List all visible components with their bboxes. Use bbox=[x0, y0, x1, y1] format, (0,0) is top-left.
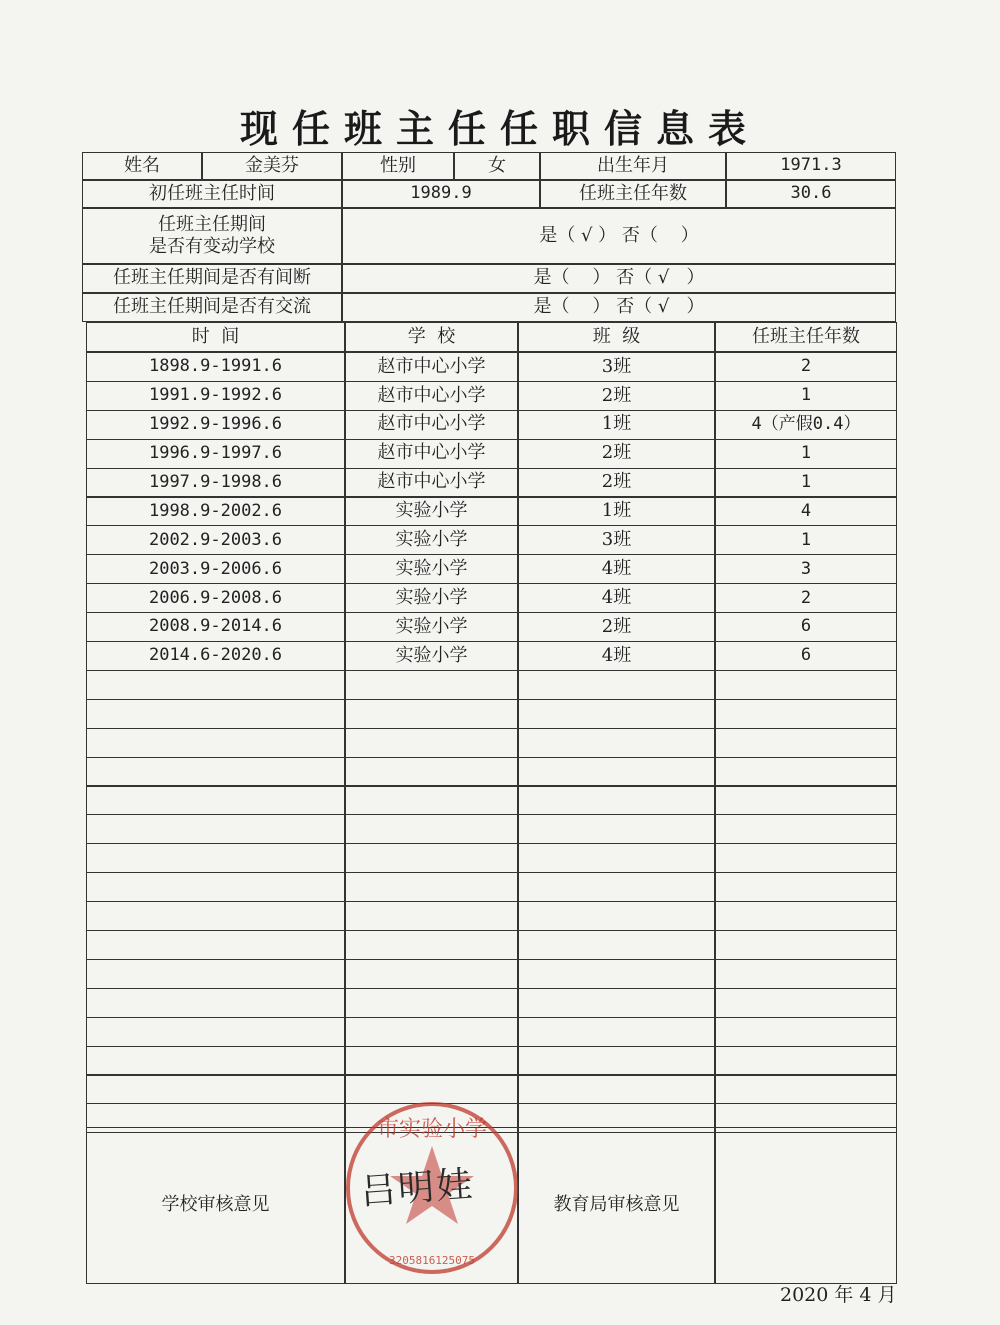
table-cell-col-school: 实验小学 bbox=[345, 641, 518, 671]
table-cell-col-time: 1991.9-1992.6 bbox=[86, 381, 345, 411]
table-cell-col-school: 赵市中心小学 bbox=[345, 439, 518, 469]
table-cell-col-time: 1998.9-2002.6 bbox=[86, 497, 345, 527]
change-school-label-line1: 任班主任期间 bbox=[158, 213, 266, 235]
table-cell-col-time: 1996.9-1997.6 bbox=[86, 439, 345, 469]
table-cell-col-school: 赵市中心小学 bbox=[345, 468, 518, 498]
table-cell-col-time: 2014.6-2020.6 bbox=[86, 641, 345, 671]
form-title: 现任班主任任职信息表 bbox=[239, 107, 760, 151]
gender-label: 性别 bbox=[342, 152, 454, 180]
table-cell-col-school: 赵市中心小学 bbox=[345, 410, 518, 440]
table-cell-col-school: 赵市中心小学 bbox=[345, 381, 518, 411]
table-cell-col-years: 1 bbox=[715, 525, 897, 555]
table-cell-col-class: 4班 bbox=[518, 554, 715, 584]
name-value: 金美芬 bbox=[202, 152, 342, 180]
empty-cell bbox=[715, 901, 897, 931]
change-school-label-line2: 是否有变动学校 bbox=[149, 236, 275, 257]
empty-cell bbox=[518, 988, 715, 1018]
table-cell-col-class: 4班 bbox=[518, 641, 715, 671]
empty-cell bbox=[345, 1017, 518, 1047]
empty-cell bbox=[518, 728, 715, 758]
change-school-label bbox=[82, 208, 342, 264]
empty-cell bbox=[518, 1046, 715, 1076]
table-cell-col-time: 2006.9-2008.6 bbox=[86, 583, 345, 613]
empty-cell bbox=[715, 930, 897, 960]
empty-cell bbox=[345, 814, 518, 844]
empty-cell bbox=[86, 814, 345, 844]
table-cell-col-time: 1997.9-1998.6 bbox=[86, 468, 345, 498]
table-cell-col-school: 实验小学 bbox=[345, 497, 518, 527]
table-cell-col-class: 2班 bbox=[518, 612, 715, 642]
table-cell-col-time: 2003.9-2006.6 bbox=[86, 554, 345, 584]
exchange-label: 任班主任期间是否有交流 bbox=[82, 293, 342, 322]
table-cell-col-school: 实验小学 bbox=[345, 612, 518, 642]
table-cell-col-years: 4（产假0.4） bbox=[715, 410, 897, 440]
table-cell-col-school: 实验小学 bbox=[345, 525, 518, 555]
table-cell-col-class: 3班 bbox=[518, 525, 715, 555]
empty-cell bbox=[715, 814, 897, 844]
stamp-text: 市实验小学 bbox=[376, 1117, 488, 1142]
table-cell-col-class: 1班 bbox=[518, 497, 715, 527]
bureau-review-label: 教育局审核意见 bbox=[518, 1127, 715, 1284]
empty-cell bbox=[345, 930, 518, 960]
table-cell-col-years: 3 bbox=[715, 554, 897, 584]
table-cell-col-years: 1 bbox=[715, 381, 897, 411]
empty-cell bbox=[86, 959, 345, 989]
table-cell-col-years: 2 bbox=[715, 352, 897, 382]
column-header-col-time: 时 间 bbox=[86, 322, 345, 352]
empty-cell bbox=[715, 843, 897, 873]
interrupt-label: 任班主任期间是否有间断 bbox=[82, 264, 342, 293]
empty-cell bbox=[518, 959, 715, 989]
empty-cell bbox=[86, 901, 345, 931]
empty-cell bbox=[345, 786, 518, 816]
table-cell-col-class: 2班 bbox=[518, 381, 715, 411]
empty-cell bbox=[715, 699, 897, 729]
form-date: 2020 年 4 月 bbox=[780, 1284, 897, 1306]
empty-cell bbox=[715, 1017, 897, 1047]
first-time-value: 1989.9 bbox=[342, 180, 540, 208]
empty-cell bbox=[518, 699, 715, 729]
interrupt-value: 是（ ） 否（ √ ） bbox=[342, 264, 896, 293]
empty-cell bbox=[86, 757, 345, 787]
empty-cell bbox=[715, 786, 897, 816]
empty-cell bbox=[86, 843, 345, 873]
table-cell-col-school: 实验小学 bbox=[345, 554, 518, 584]
empty-cell bbox=[86, 930, 345, 960]
empty-cell bbox=[86, 728, 345, 758]
empty-cell bbox=[715, 872, 897, 902]
empty-cell bbox=[518, 814, 715, 844]
table-cell-col-class: 3班 bbox=[518, 352, 715, 382]
exchange-value: 是（ ） 否（ √ ） bbox=[342, 293, 896, 322]
empty-cell bbox=[86, 988, 345, 1018]
empty-cell bbox=[715, 959, 897, 989]
table-cell-col-time: 1992.9-1996.6 bbox=[86, 410, 345, 440]
first-time-label: 初任班主任时间 bbox=[82, 180, 342, 208]
signature: 吕明娃 bbox=[358, 1164, 476, 1213]
table-cell-col-class: 1班 bbox=[518, 410, 715, 440]
school-review-label: 学校审核意见 bbox=[86, 1127, 345, 1284]
column-header-col-years: 任班主任年数 bbox=[715, 322, 897, 352]
empty-cell bbox=[715, 1075, 897, 1105]
table-cell-col-time: 1898.9-1991.6 bbox=[86, 352, 345, 382]
empty-cell bbox=[345, 699, 518, 729]
name-label: 姓名 bbox=[82, 152, 202, 180]
empty-cell bbox=[715, 728, 897, 758]
table-cell-col-class: 2班 bbox=[518, 468, 715, 498]
empty-cell bbox=[518, 1017, 715, 1047]
empty-cell bbox=[518, 901, 715, 931]
empty-cell bbox=[345, 959, 518, 989]
empty-cell bbox=[86, 699, 345, 729]
empty-cell bbox=[86, 786, 345, 816]
empty-cell bbox=[715, 988, 897, 1018]
empty-cell bbox=[518, 843, 715, 873]
table-cell-col-years: 1 bbox=[715, 468, 897, 498]
table-cell-col-years: 6 bbox=[715, 612, 897, 642]
empty-cell bbox=[86, 670, 345, 700]
empty-cell bbox=[86, 1075, 345, 1105]
change-school-value: 是（ √ ） 否（ ） bbox=[342, 208, 896, 264]
empty-cell bbox=[518, 930, 715, 960]
bureau-review-space bbox=[715, 1127, 897, 1284]
birth-value: 1971.3 bbox=[726, 152, 896, 180]
empty-cell bbox=[345, 1046, 518, 1076]
empty-cell bbox=[345, 988, 518, 1018]
table-cell-col-class: 4班 bbox=[518, 583, 715, 613]
gender-value: 女 bbox=[454, 152, 540, 180]
empty-cell bbox=[715, 1046, 897, 1076]
birth-label: 出生年月 bbox=[540, 152, 726, 180]
column-header-col-school: 学 校 bbox=[345, 322, 518, 352]
empty-cell bbox=[345, 757, 518, 787]
years-value: 30.6 bbox=[726, 180, 896, 208]
empty-cell bbox=[86, 1046, 345, 1076]
table-cell-col-years: 2 bbox=[715, 583, 897, 613]
table-cell-col-years: 6 bbox=[715, 641, 897, 671]
table-cell-col-school: 赵市中心小学 bbox=[345, 352, 518, 382]
empty-cell bbox=[345, 728, 518, 758]
empty-cell bbox=[86, 872, 345, 902]
empty-cell bbox=[345, 843, 518, 873]
table-cell-col-school: 实验小学 bbox=[345, 583, 518, 613]
empty-cell bbox=[518, 786, 715, 816]
empty-cell bbox=[345, 872, 518, 902]
empty-cell bbox=[715, 670, 897, 700]
stamp-code: 3205816125075 bbox=[388, 1254, 476, 1267]
column-header-col-class: 班 级 bbox=[518, 322, 715, 352]
empty-cell bbox=[518, 872, 715, 902]
empty-cell bbox=[345, 901, 518, 931]
years-label: 任班主任年数 bbox=[540, 180, 726, 208]
table-cell-col-years: 4 bbox=[715, 497, 897, 527]
empty-cell bbox=[518, 1075, 715, 1105]
empty-cell bbox=[715, 757, 897, 787]
table-cell-col-time: 2008.9-2014.6 bbox=[86, 612, 345, 642]
empty-cell bbox=[86, 1017, 345, 1047]
table-cell-col-class: 2班 bbox=[518, 439, 715, 469]
empty-cell bbox=[518, 757, 715, 787]
table-cell-col-time: 2002.9-2003.6 bbox=[86, 525, 345, 555]
empty-cell bbox=[345, 670, 518, 700]
empty-cell bbox=[518, 670, 715, 700]
table-cell-col-years: 1 bbox=[715, 439, 897, 469]
